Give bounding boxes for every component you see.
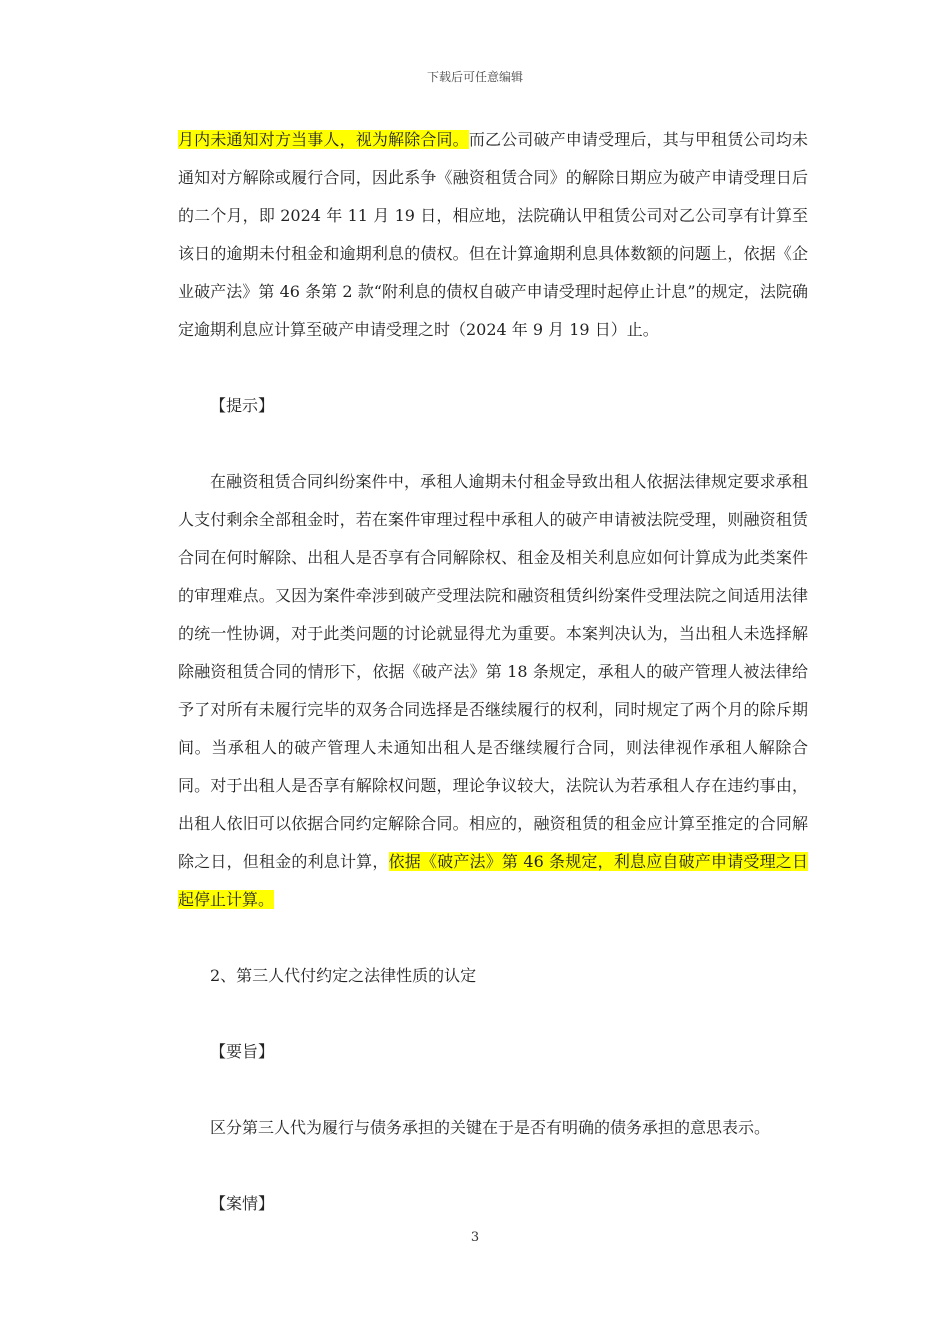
page-number: 3 bbox=[470, 1230, 480, 1245]
page-header: 下载后可任意编辑 bbox=[426, 70, 523, 84]
tip-heading: 【提示】 bbox=[210, 396, 275, 415]
gist-heading: 【要旨】 bbox=[210, 1042, 275, 1061]
highlighted-text: 依据《破产法》第 46 条规定，利息应自破产申请受理之日起停止计算。 bbox=[178, 852, 808, 909]
gist-paragraph: 区分第三人代为履行与债务承担的关键在于是否有明确的债务承担的意思表示。 bbox=[210, 1118, 771, 1137]
tip-paragraph bbox=[178, 463, 808, 919]
paragraph-text: 而乙公司破产申请受理后，其与甲租赁公司均未通知对方解除或履行合同，因此系争《融资租赁合同》的解除日期应为破产申请受理日后的二个月，即 2024 年 11 月 19 日，相应地，法院确认甲租赁公司对乙公司享有计算至该日的逾期未付租金和逾期利息的债权。但在计算逾期利息具体数额的问题上，依据《企业破产法》第 46 条第 2 款“附利息的债权自破产申请受理时起停止计息”的规定，法院确定逾期利息应计算至破产申请受理之时（2024 年 9 月 19 日）止。 bbox=[178, 130, 808, 339]
document-body bbox=[178, 121, 808, 1223]
case-heading: 【案情】 bbox=[210, 1194, 275, 1213]
section-heading: 2、第三人代付约定之法律性质的认定 bbox=[210, 966, 477, 985]
paragraph-continuation bbox=[178, 121, 808, 349]
paragraph-text: 在融资租赁合同纠纷案件中，承租人逾期未付租金导致出租人依据法律规定要求承租人支付剩余全部租金时，若在案件审理过程中承租人的破产申请被法院受理，则融资租赁合同在何时解除、出租人是否享有合同解除权、租金及相关利息应如何计算成为此类案件的审理难点。又因为案件牵涉到破产受理法院和融资租赁纠纷案件受理法院之间适用法律的统一性协调，对于此类问题的讨论就显得尤为重要。本案判决认为，当出租人未选择解除融资租赁合同的情形下，依据《破产法》第 18 条规定，承租人的破产管理人被法律给予了对所有未履行完毕的双务合同选择是否继续履行的权利，同时规定了两个月的除斥期间。当承租人的破产管理人未通知出租人是否继续履行合同，则法律视作承租人解除合同。对于出租人是否享有解除权问题，理论争议较大，法院认为若承租人存在违约事由，出租人依旧可以依据合同约定解除合同。相应的，融资租赁的租金应计算至推定的合同解除之日，但租金的利息计算， bbox=[178, 472, 808, 871]
highlighted-text: 月内未通知对方当事人，视为解除合同。 bbox=[178, 130, 469, 149]
